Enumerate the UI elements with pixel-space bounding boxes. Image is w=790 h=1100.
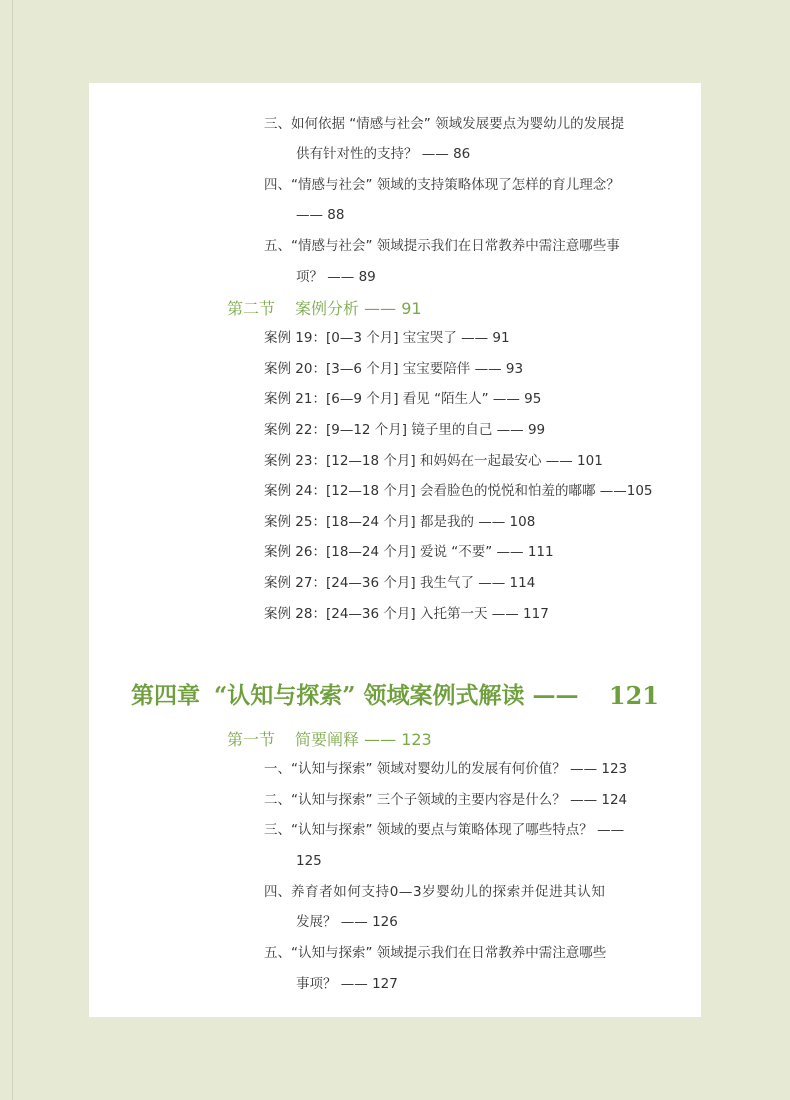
item-text: “情感与社会” 领域的支持策略体现了怎样的育儿理念？ bbox=[291, 177, 620, 193]
item-text: 养育者如何支持0—3岁婴幼儿的探索并促进其认知 bbox=[291, 884, 606, 900]
item-text: “认知与探索” 领域提示我们在日常教养中需注意哪些 bbox=[291, 945, 607, 961]
case-label: 案例 24： bbox=[264, 483, 326, 499]
toc-item-3-4-cont[interactable]: —— 88 bbox=[296, 207, 345, 223]
case-item[interactable] bbox=[264, 574, 535, 592]
case-label: 案例 27： bbox=[264, 575, 326, 591]
toc-item-4-1[interactable] bbox=[264, 760, 627, 778]
item-text: 如何依据 “情感与社会” 领域发展要点为婴幼儿的发展提 bbox=[291, 116, 625, 132]
case-text: [9—12 个月] 镜子里的自己 —— 99 bbox=[325, 422, 546, 438]
toc-item-3-3-cont[interactable]: 供有针对性的支持？ —— 86 bbox=[296, 146, 471, 162]
case-label: 案例 20： bbox=[264, 361, 326, 377]
item-text: “情感与社会” 领域提示我们在日常教养中需注意哪些事 bbox=[291, 238, 620, 254]
case-item[interactable] bbox=[264, 482, 653, 500]
case-label: 案例 26： bbox=[264, 544, 326, 560]
toc-item-4-4[interactable] bbox=[264, 883, 605, 901]
case-label: 案例 25： bbox=[264, 514, 326, 530]
toc-item-3-3[interactable] bbox=[264, 115, 624, 133]
item-text: “认知与探索” 领域对婴幼儿的发展有何价值？ —— 123 bbox=[291, 761, 628, 777]
item-text: “认知与探索” 领域的要点与策略体现了哪些特点？ —— bbox=[291, 822, 625, 838]
case-item[interactable] bbox=[264, 390, 541, 408]
section-label: 第一节 bbox=[227, 730, 276, 749]
section-title: 简要阐释 —— 123 bbox=[295, 730, 432, 749]
case-text: [18—24 个月] 都是我的 —— 108 bbox=[325, 514, 536, 530]
case-label: 案例 28： bbox=[264, 606, 326, 622]
toc-page bbox=[89, 83, 701, 1017]
toc-item-4-4-cont[interactable]: 发展？ —— 126 bbox=[296, 914, 398, 930]
case-label: 案例 23： bbox=[264, 453, 326, 469]
chapter-page-number: 121 bbox=[608, 681, 659, 710]
case-text: [24—36 个月] 入托第一天 —— 117 bbox=[325, 606, 549, 622]
case-label: 案例 21： bbox=[264, 391, 326, 407]
case-item[interactable] bbox=[264, 513, 535, 531]
item-number: 一、 bbox=[264, 761, 291, 777]
case-text: [3—6 个月] 宝宝要陪伴 —— 93 bbox=[325, 361, 524, 377]
case-label: 案例 22： bbox=[264, 422, 326, 438]
case-text: [18—24 个月] 爱说 “不要” —— 111 bbox=[325, 544, 554, 560]
section-heading-case-analysis[interactable] bbox=[227, 299, 422, 319]
chapter-title: “认知与探索” 领域案例式解读 —— bbox=[214, 682, 579, 709]
section-label: 第二节 bbox=[227, 299, 276, 318]
case-item[interactable] bbox=[264, 543, 554, 561]
case-item[interactable] bbox=[264, 329, 510, 347]
item-number: 三、 bbox=[264, 822, 291, 838]
toc-item-4-2[interactable] bbox=[264, 791, 627, 809]
toc-item-4-3[interactable] bbox=[264, 821, 624, 839]
toc-item-4-3-cont[interactable]: 125 bbox=[296, 853, 322, 869]
case-item[interactable] bbox=[264, 605, 549, 623]
case-item[interactable] bbox=[264, 360, 523, 378]
case-item[interactable] bbox=[264, 452, 603, 470]
section-heading-brief-explanation[interactable] bbox=[227, 730, 432, 750]
item-number: 三、 bbox=[264, 116, 291, 132]
chapter-label: 第四章 bbox=[131, 682, 200, 709]
book-spine-line bbox=[12, 0, 13, 1100]
item-text: “认知与探索” 三个子领域的主要内容是什么？ —— 124 bbox=[291, 792, 628, 808]
toc-item-3-5-cont[interactable]: 项？ —— 89 bbox=[296, 269, 376, 285]
item-number: 五、 bbox=[264, 945, 291, 961]
toc-item-3-5[interactable] bbox=[264, 237, 620, 255]
item-number: 五、 bbox=[264, 238, 291, 254]
case-text: [12—18 个月] 会看脸色的悦悦和怕羞的嘟嘟 ——105 bbox=[325, 483, 653, 499]
section-title: 案例分析 —— 91 bbox=[295, 299, 422, 318]
case-text: [12—18 个月] 和妈妈在一起最安心 —— 101 bbox=[325, 453, 603, 469]
case-label: 案例 19： bbox=[264, 330, 326, 346]
chapter-heading-cognition[interactable] bbox=[131, 681, 659, 711]
case-item[interactable] bbox=[264, 421, 545, 439]
item-number: 二、 bbox=[264, 792, 291, 808]
toc-item-4-5[interactable] bbox=[264, 944, 606, 962]
toc-item-4-5-cont[interactable]: 事项？ —— 127 bbox=[296, 976, 398, 992]
case-text: [6—9 个月] 看见 “陌生人” —— 95 bbox=[325, 391, 542, 407]
toc-item-3-4[interactable] bbox=[264, 176, 620, 194]
item-number: 四、 bbox=[264, 884, 291, 900]
case-text: [0—3 个月] 宝宝哭了 —— 91 bbox=[325, 330, 510, 346]
case-text: [24—36 个月] 我生气了 —— 114 bbox=[325, 575, 536, 591]
item-number: 四、 bbox=[264, 177, 291, 193]
